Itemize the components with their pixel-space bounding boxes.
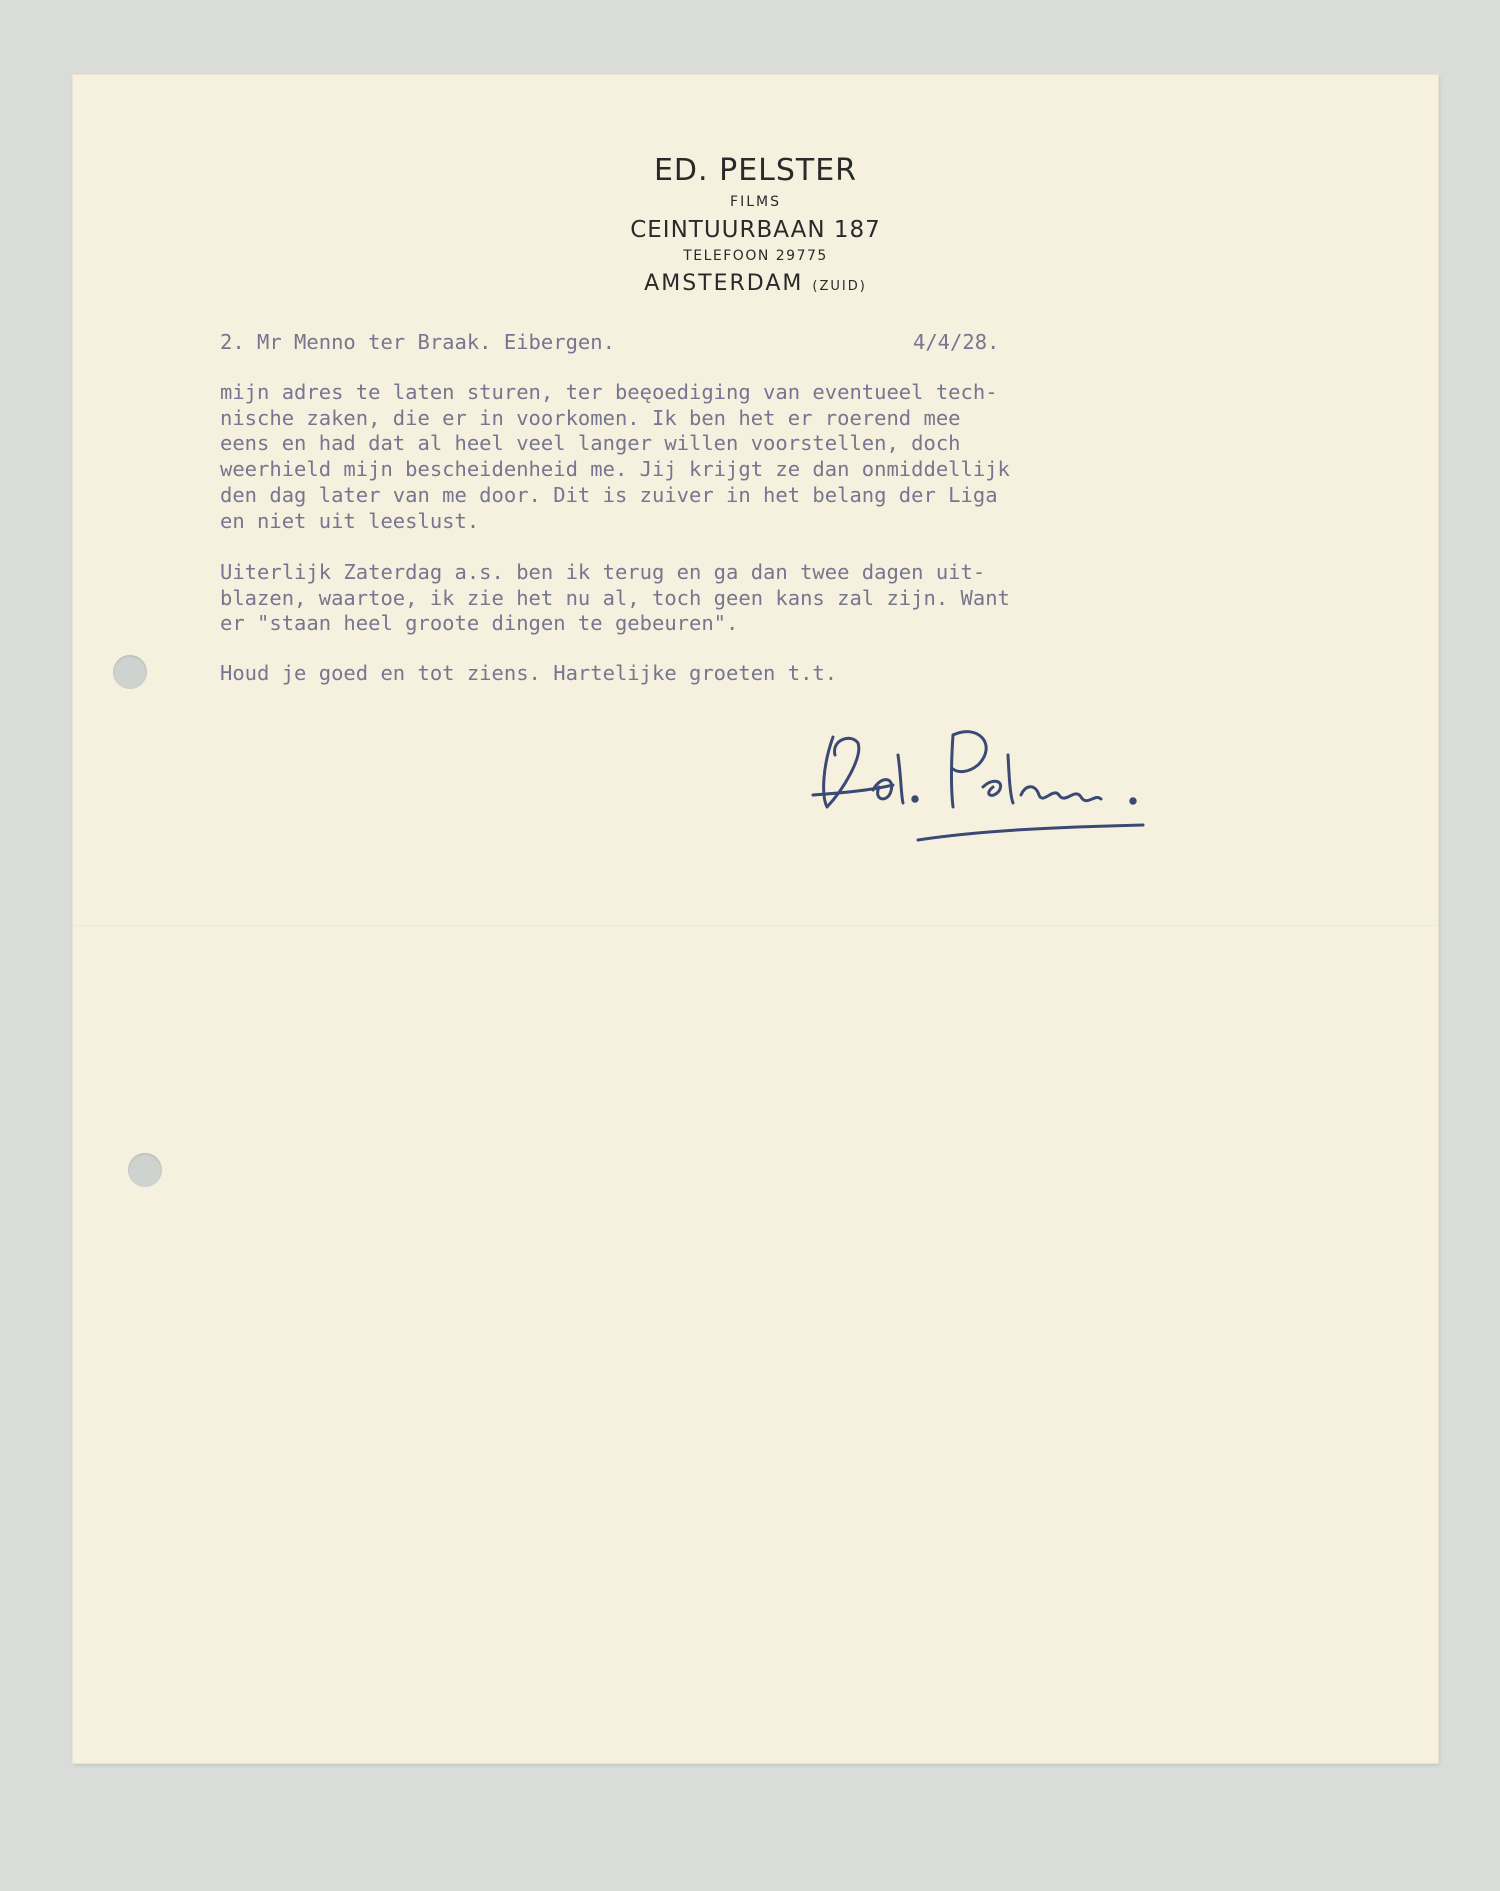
- letterhead-city: AMSTERDAM: [644, 271, 804, 296]
- text-line: eens en had dat al heel veel langer willen voorstellen, doch: [220, 431, 961, 456]
- text-line: weerhield mijn bescheidenheid me. Jij krijgt ze dan onmiddellijk: [220, 457, 1010, 482]
- letterhead-street: CEINTUURBAAN 187: [630, 217, 881, 243]
- letterhead-district: (ZUID): [812, 279, 867, 294]
- paragraph-1: [220, 380, 1010, 534]
- addressee-line: 2. Mr Menno ter Braak. Eibergen.: [220, 330, 615, 354]
- text-line: den dag later van me door. Dit is zuiver in het belang der Liga: [220, 482, 998, 507]
- punch-hole-bottom: [128, 1153, 162, 1187]
- letterhead-name: ED. PELSTER: [653, 153, 858, 188]
- text-line: mijn adres te laten sturen, ter beęoediging van eventueel tech-: [220, 380, 998, 404]
- letterhead-city-line: [73, 271, 1438, 296]
- text-line: blazen, waartoe, ik zie het nu al, toch geen kans zal zijn. Want: [220, 585, 1010, 610]
- fold-line: [73, 925, 1438, 927]
- punch-hole-top: [113, 655, 147, 689]
- letterhead-phone: TELEFOON 29775: [683, 248, 828, 264]
- letter-sheet: [73, 75, 1438, 1763]
- paragraph-3: [220, 661, 837, 687]
- text-line: Uiterlijk Zaterdag a.s. ben ik terug en ga dan twee dagen uit-: [220, 560, 986, 584]
- text-line: nische zaken, die er in voorkomen. Ik ben het er roerend mee: [220, 405, 961, 430]
- letterhead-subtitle: FILMS: [730, 194, 781, 210]
- handwritten-signature: [803, 695, 1223, 845]
- text-line: Houd je goed en tot ziens. Hartelijke groeten t.t.: [220, 661, 838, 685]
- paragraph-2: [220, 560, 1010, 637]
- text-line: en niet uit leeslust.: [220, 508, 480, 533]
- letter-date: 4/4/28.: [913, 330, 1000, 354]
- text-line: er "staan heel groote dingen te gebeuren".: [220, 611, 739, 636]
